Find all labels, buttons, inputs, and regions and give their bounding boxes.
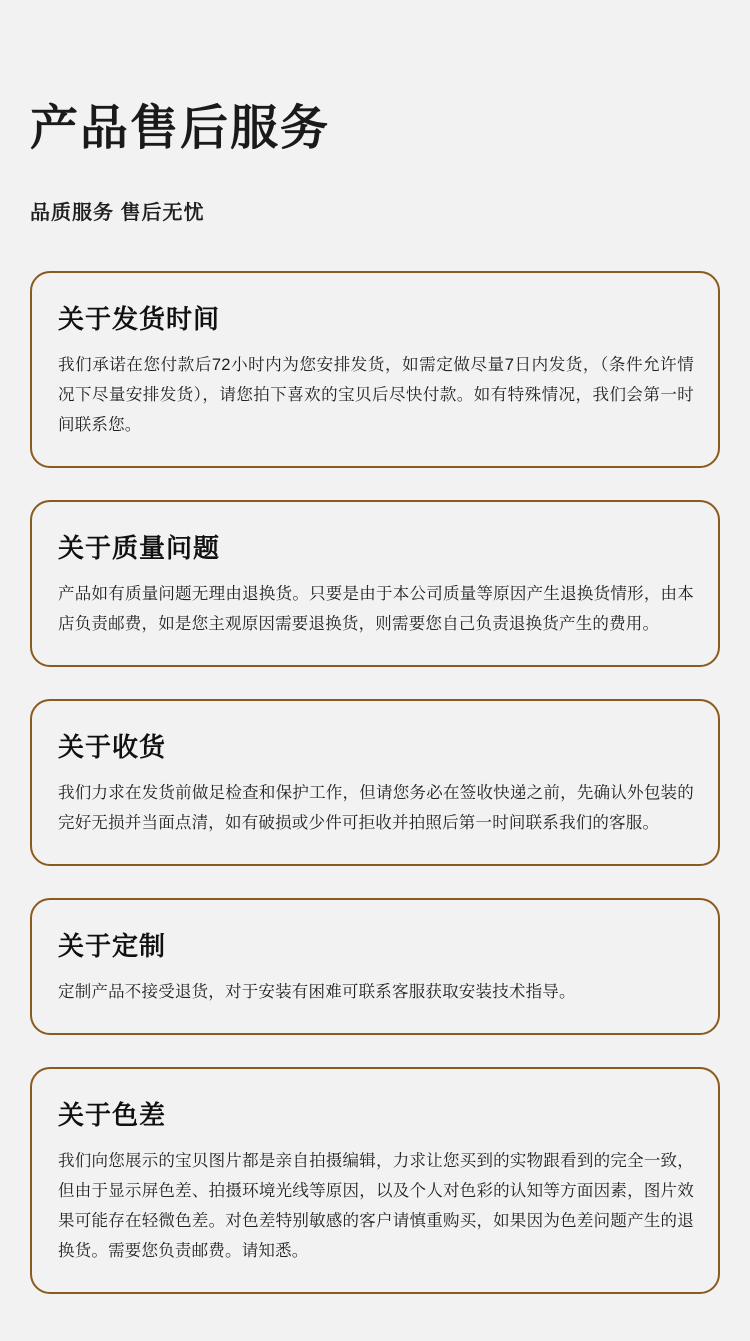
service-card-color-difference [30, 1067, 720, 1294]
card-title: 关于收货 [58, 731, 167, 762]
card-body: 定制产品不接受退货，对于安装有困难可联系客服获取安装技术指导。 [58, 982, 576, 1001]
card-title: 关于发货时间 [58, 303, 221, 334]
card-title: 关于质量问题 [58, 532, 221, 563]
service-card-list [30, 271, 720, 1334]
service-card-quality-issue [30, 500, 720, 667]
card-body: 我们向您展示的宝贝图片都是亲自拍摄编辑，力求让您买到的实物跟看到的完全一致，但由于显示屏色差、拍摄环境光线等原因，以及个人对色彩的认知等方面因素，图片效果可能存在轻微色差。对色差特别敏感的客户请慎重购买，如果因为色差问题产生的退换货。需要您负责邮费。请知悉。 [58, 1151, 694, 1260]
page-subtitle: 品质服务 售后无忧 [30, 201, 205, 224]
card-title: 关于定制 [58, 930, 167, 961]
after-sales-service-page [0, 32, 750, 1341]
service-card-customization [30, 898, 720, 1035]
service-card-receiving [30, 699, 720, 866]
page-title: 产品售后服务 [30, 102, 331, 156]
card-body: 我们力求在发货前做足检查和保护工作，但请您务必在签收快递之前，先确认外包装的完好无损并当面点清，如有破损或少件可拒收并拍照后第一时间联系我们的客服。 [58, 783, 694, 832]
card-title: 关于色差 [58, 1099, 167, 1130]
card-body: 产品如有质量问题无理由退换货。只要是由于本公司质量等原因产生退换货情形，由本店负责邮费，如是您主观原因需要退换货，则需要您自己负责退换货产生的费用。 [58, 584, 694, 633]
card-body: 我们承诺在您付款后72小时内为您安排发货，如需定做尽量7日内发货，（条件允许情况下尽量安排发货），请您拍下喜欢的宝贝后尽快付款。如有特殊情况，我们会第一时间联系您。 [58, 355, 694, 434]
service-card-shipping-time [30, 271, 720, 468]
